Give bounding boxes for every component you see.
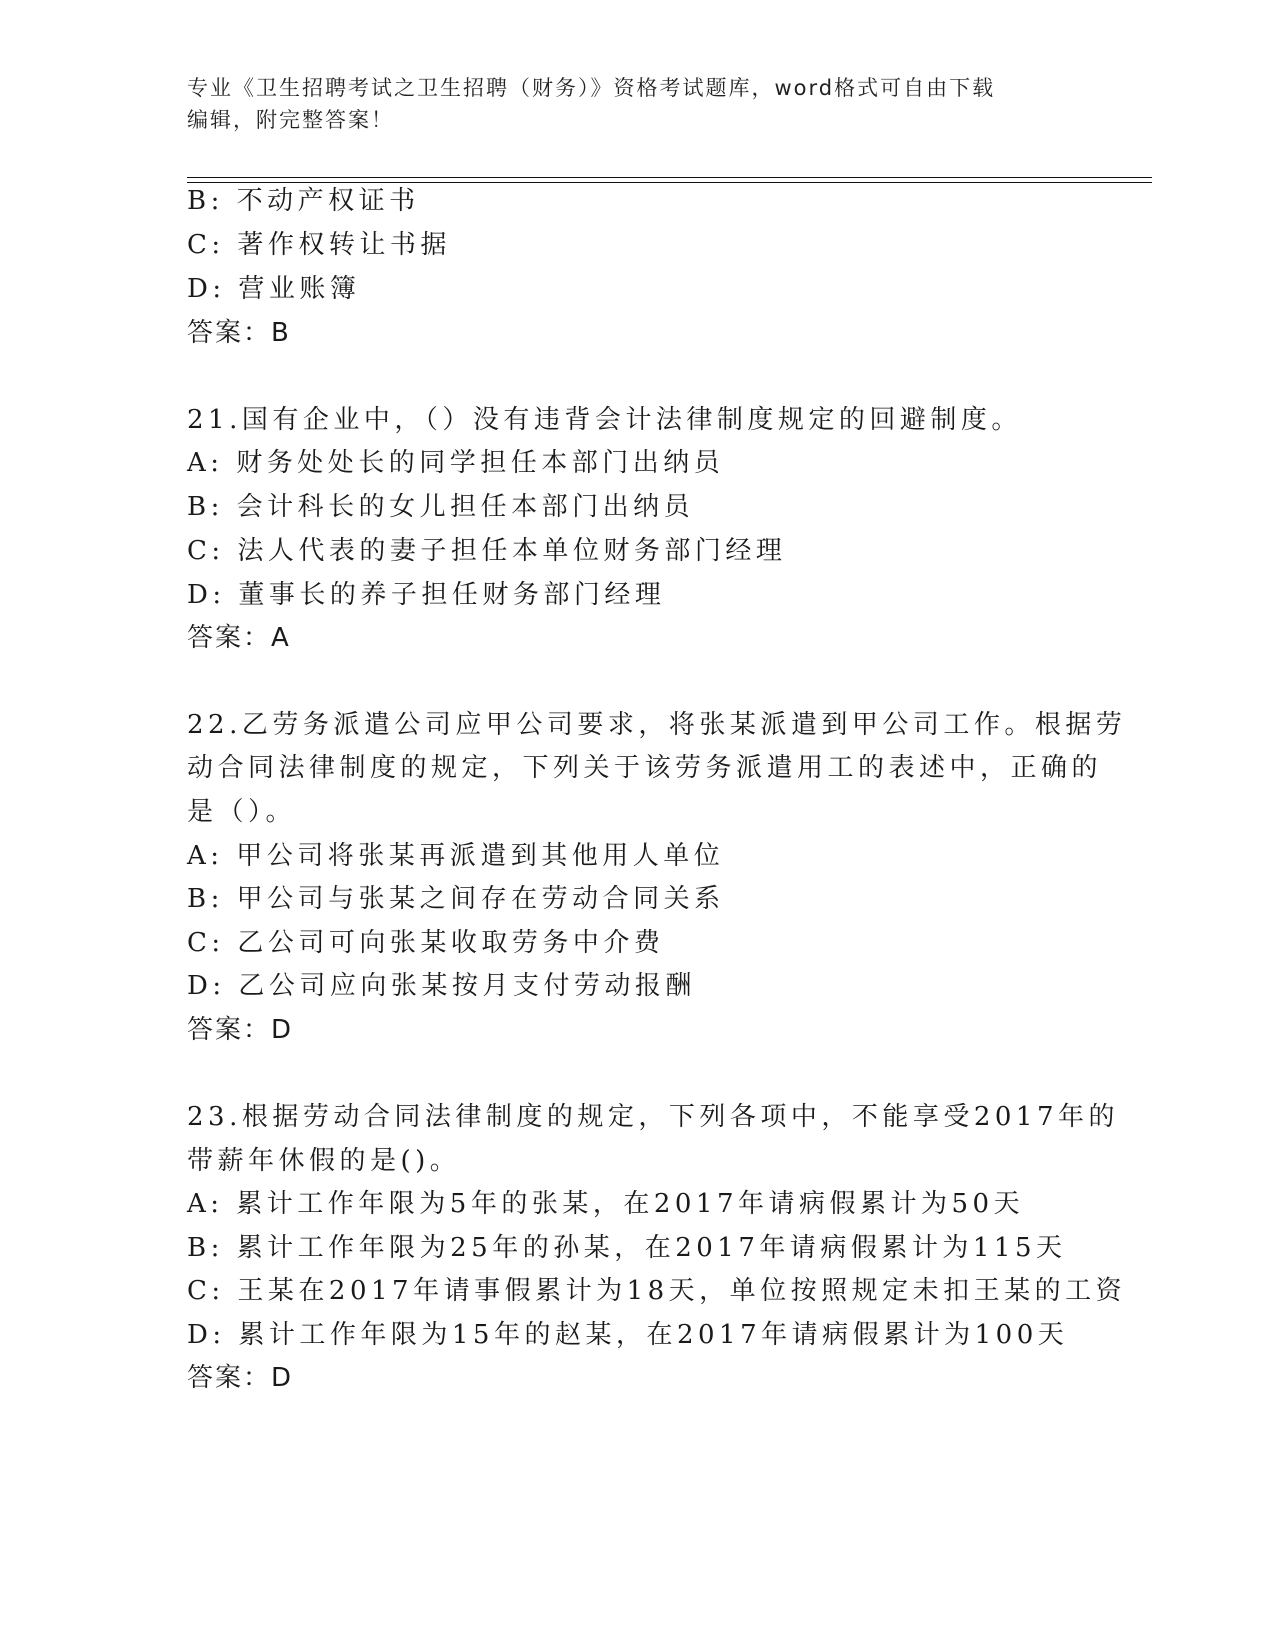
q23-option-d: D: 累计工作年限为15年的赵某，在2017年请病假累计为100天 xyxy=(187,1320,1069,1350)
prev-option-d: D: 营业账簿 xyxy=(187,274,361,304)
q22-option-c: C: 乙公司可向张某收取劳务中介费 xyxy=(187,928,665,958)
q22-stem-line-2: 动合同法律制度的规定，下列关于该劳务派遣用工的表述中，正确的 xyxy=(187,753,1103,783)
prev-answer: 答案：B xyxy=(187,318,291,348)
q23-answer: 答案：D xyxy=(187,1363,294,1393)
q23-stem-line-1: 23.根据劳动合同法律制度的规定，下列各项中，不能享受2017年的 xyxy=(187,1102,1120,1132)
prev-option-b: B: 不动产权证书 xyxy=(187,186,420,216)
q23-option-c: C: 王某在2017年请事假累计为18天，单位按照规定未扣王某的工资 xyxy=(187,1276,1127,1306)
q21-option-c: C: 法人代表的妻子担任本单位财务部门经理 xyxy=(187,536,787,566)
q23-option-a: A: 累计工作年限为5年的张某，在2017年请病假累计为50天 xyxy=(187,1189,1025,1219)
q21-option-d: D: 董事长的养子担任财务部门经理 xyxy=(187,580,666,610)
q22-option-d: D: 乙公司应向张某按月支付劳动报酬 xyxy=(187,971,696,1001)
q21-answer: 答案：A xyxy=(187,623,291,653)
header-divider-top xyxy=(187,177,1152,178)
q22-option-a: A: 甲公司将张某再派遣到其他用人单位 xyxy=(187,841,725,871)
header-divider-bottom xyxy=(187,182,1152,183)
q21-option-b: B: 会计科长的女儿担任本部门出纳员 xyxy=(187,492,695,522)
q22-option-b: B: 甲公司与张某之间存在劳动合同关系 xyxy=(187,884,725,914)
document-header xyxy=(187,72,1077,136)
q21-option-a: A: 财务处处长的同学担任本部门出纳员 xyxy=(187,448,725,478)
q23-option-b: B: 累计工作年限为25年的孙某，在2017年请病假累计为115天 xyxy=(187,1233,1067,1263)
q23-stem-line-2: 带薪年休假的是()。 xyxy=(187,1146,461,1176)
prev-option-c: C: 著作权转让书据 xyxy=(187,230,451,260)
header-line-1: 专业《卫生招聘考试之卫生招聘（财务）》资格考试题库，word格式可自由下载 xyxy=(187,76,996,100)
q21-stem: 21.国有企业中，（）没有违背会计法律制度规定的回避制度。 xyxy=(187,405,1022,435)
q22-answer: 答案：D xyxy=(187,1015,294,1045)
q22-stem-line-3: 是（）。 xyxy=(187,797,297,827)
header-line-2: 编辑，附完整答案！ xyxy=(187,108,394,132)
q22-stem-line-1: 22.乙劳务派遣公司应甲公司要求，将张某派遣到甲公司工作。根据劳 xyxy=(187,710,1127,740)
